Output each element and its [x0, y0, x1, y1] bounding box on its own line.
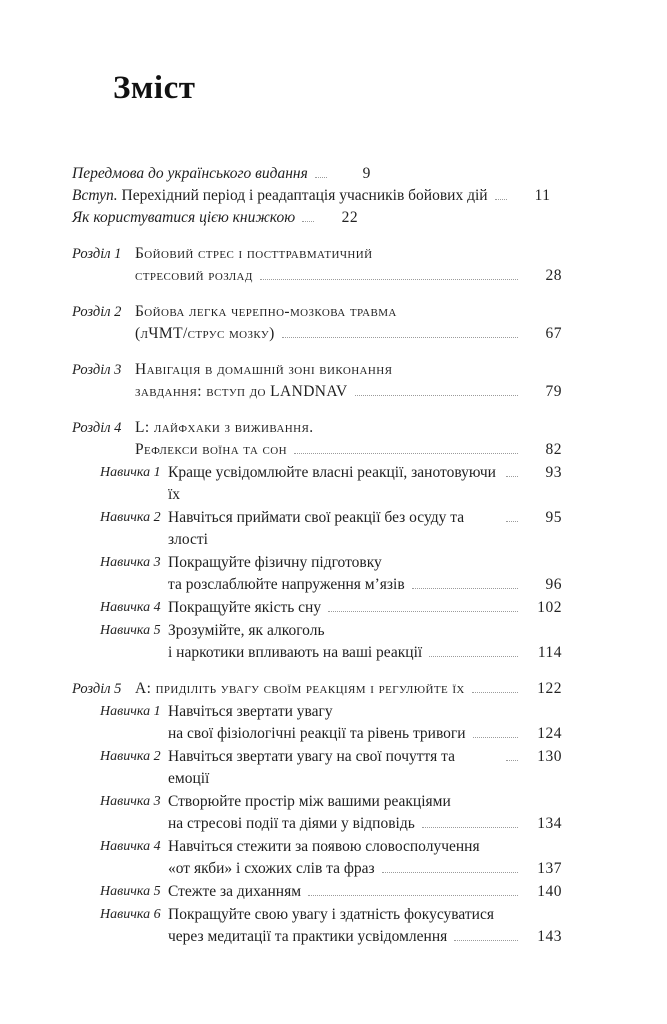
- page-number: 137: [537, 860, 562, 877]
- toc-line: [168, 701, 562, 723]
- page-number: 130: [537, 748, 562, 765]
- toc-entry-chapter: [72, 301, 562, 345]
- entry-label: Розділ 4: [72, 420, 122, 436]
- entry-text: Навчіться звертати увагу: [168, 703, 333, 720]
- page-number: 22: [341, 209, 359, 226]
- toc-line: [135, 439, 562, 461]
- dots-leader: [506, 476, 518, 477]
- dots-leader: [506, 760, 518, 761]
- dots-leader: [282, 337, 518, 338]
- toc-entry-skill: [72, 552, 562, 596]
- page-number: 67: [545, 325, 562, 342]
- page-number: 134: [537, 815, 562, 832]
- page-number: 11: [534, 187, 551, 204]
- dots-leader: [472, 692, 518, 693]
- entry-body: [168, 836, 562, 880]
- dots-leader: [355, 395, 518, 396]
- entry-body: [168, 904, 562, 948]
- entry-label: Навичка 1: [100, 465, 161, 480]
- toc-entry-skill: [72, 620, 562, 664]
- toc-entry-skill: [72, 746, 562, 790]
- entry-body: [168, 620, 562, 664]
- entry-text: завдання: вступ до LANDNAV: [135, 383, 348, 400]
- entry-body: [168, 462, 562, 506]
- toc-entry-chapter: [72, 417, 562, 461]
- entry-text: стресовий розлад: [135, 267, 253, 284]
- entry-title-roman: Перехідний період і реадаптація учасників бойових дій: [121, 187, 488, 204]
- toc-line: [168, 836, 562, 858]
- toc-line: [72, 207, 358, 229]
- dots-leader: [454, 940, 518, 941]
- entry-body: [135, 678, 562, 700]
- entry-label: Розділ 3: [72, 362, 122, 378]
- entry-text: А: приділіть увагу своїм реакціям і регулюйте їх: [135, 680, 465, 697]
- entry-text: [72, 185, 488, 207]
- toc-line: [168, 597, 562, 619]
- entry-body: [168, 597, 562, 619]
- entry-label: Навичка 4: [100, 600, 161, 615]
- page-number: 79: [545, 383, 562, 400]
- entry-text: [72, 163, 308, 185]
- toc-entry-skill: [72, 881, 562, 903]
- toc-entry-front: [72, 185, 562, 207]
- entry-label: Розділ 1: [72, 246, 122, 262]
- toc-entry-chapter: [72, 243, 562, 287]
- page-number: 114: [537, 644, 562, 661]
- toc-line: [72, 163, 371, 185]
- entry-text: через медитації та практики усвідомлення: [168, 928, 448, 945]
- entry-title-italic: Як користуватися цією книжкою: [72, 209, 296, 226]
- entry-text: Покращуйте якість сну: [168, 599, 322, 616]
- entry-label: Навичка 3: [100, 555, 161, 570]
- dots-leader: [308, 895, 518, 896]
- table-of-contents: [72, 163, 562, 948]
- page-number: 9: [362, 165, 371, 182]
- entry-body: [135, 417, 562, 461]
- toc-line: [168, 926, 562, 948]
- toc-line: [135, 243, 562, 265]
- dots-leader: [412, 588, 518, 589]
- entry-body: [135, 301, 562, 345]
- toc-entry-skill: [72, 904, 562, 948]
- toc-line: [135, 359, 562, 381]
- toc-line: [168, 723, 562, 745]
- entry-body: [168, 701, 562, 745]
- entry-label: Розділ 5: [72, 681, 122, 697]
- entry-title-italic: Передмова до українського видання: [72, 165, 308, 182]
- entry-body: [168, 552, 562, 596]
- entry-body: [135, 359, 562, 403]
- entry-title-italic: Вступ.: [72, 187, 118, 204]
- toc-line: [168, 552, 562, 574]
- toc-entry-skill: [72, 791, 562, 835]
- entry-body: [168, 507, 562, 551]
- page-number: 95: [545, 509, 562, 526]
- entry-text: на стресові події та діями у відповідь: [168, 815, 415, 832]
- entry-body: [135, 243, 562, 287]
- page-number: 102: [537, 599, 562, 616]
- entry-text: Створюйте простір між вашими реакціями: [168, 793, 451, 810]
- page-number: 143: [537, 928, 562, 945]
- entry-text: (лЧМТ/струс мозку): [135, 325, 275, 342]
- dots-leader: [294, 453, 518, 454]
- toc-line: [135, 323, 562, 345]
- toc-line: [135, 381, 562, 403]
- page-title: Зміст: [113, 70, 196, 106]
- toc-line: [168, 746, 562, 790]
- entry-label: Навичка 3: [100, 794, 161, 809]
- entry-text: Навігація в домашній зоні виконання: [135, 361, 393, 378]
- entry-text: Бойова легка черепно-мозкова травма: [135, 303, 397, 320]
- toc-line: [168, 462, 562, 506]
- entry-text: та розслаблюйте напруження м’язів: [168, 576, 405, 593]
- dots-leader: [260, 279, 518, 280]
- toc-entry-skill: [72, 507, 562, 551]
- toc-line: [168, 642, 562, 664]
- toc-entry-skill: [72, 836, 562, 880]
- entry-label: Навичка 6: [100, 907, 161, 922]
- entry-body: [168, 881, 562, 903]
- entry-text: і наркотики впливають на ваші реакції: [168, 644, 423, 661]
- entry-text: Покращуйте свою увагу і здатність фокусуватися: [168, 906, 494, 923]
- entry-text: Краще усвідомлюйте власні реакції, занотовуючи їх: [168, 464, 496, 503]
- entry-text: Бойовий стрес і посттравматичний: [135, 245, 373, 262]
- toc-entry-skill: [72, 597, 562, 619]
- page-number: 82: [545, 441, 562, 458]
- page-number: 122: [537, 680, 562, 697]
- dots-leader: [382, 872, 518, 873]
- toc-line: [168, 813, 562, 835]
- page-number: 28: [545, 267, 562, 284]
- toc-line: [168, 620, 562, 642]
- toc-line: [135, 417, 562, 439]
- toc-line: [168, 574, 562, 596]
- page-number: 124: [537, 725, 562, 742]
- toc-line: [135, 301, 562, 323]
- dots-leader: [315, 177, 327, 178]
- entry-text: L: лайфхаки з виживання.: [135, 419, 314, 436]
- toc-entry-front: [72, 207, 562, 229]
- toc-line: [168, 507, 562, 551]
- toc-entry-front: [72, 163, 562, 185]
- dots-leader: [302, 221, 314, 222]
- entry-text: [72, 207, 295, 229]
- dots-leader: [506, 521, 518, 522]
- entry-label: Розділ 2: [72, 304, 122, 320]
- entry-label: Навичка 5: [100, 623, 161, 638]
- toc-line: [135, 678, 562, 700]
- toc-line: [168, 881, 562, 903]
- page-number: 140: [537, 883, 562, 900]
- toc-line: [168, 904, 562, 926]
- page-number: 96: [545, 576, 562, 593]
- toc-line: [135, 265, 562, 287]
- entry-text: Навчіться приймати свої реакції без осуду та злості: [168, 509, 465, 548]
- entry-label: Навичка 2: [100, 510, 161, 525]
- dots-leader: [495, 199, 507, 200]
- entry-label: Навичка 4: [100, 839, 161, 854]
- entry-text: Навчіться стежити за появою словосполучення: [168, 838, 480, 855]
- toc-entry-skill: [72, 462, 562, 506]
- toc-line: [168, 791, 562, 813]
- entry-text: «от якби» і схожих слів та фраз: [168, 860, 375, 877]
- toc-entry-chapter: [72, 678, 562, 700]
- entry-text: на свої фізіологічні реакції та рівень тривоги: [168, 725, 466, 742]
- entry-label: Навичка 1: [100, 704, 161, 719]
- toc-entry-skill: [72, 701, 562, 745]
- toc-entry-chapter: [72, 359, 562, 403]
- toc-line: [168, 858, 562, 880]
- dots-leader: [422, 827, 518, 828]
- entry-text: Зрозумійте, як алкоголь: [168, 622, 325, 639]
- dots-leader: [473, 737, 518, 738]
- entry-label: Навичка 2: [100, 749, 161, 764]
- dots-leader: [328, 611, 518, 612]
- entry-text: Покращуйте фізичну підготовку: [168, 554, 382, 571]
- entry-label: Навичка 5: [100, 884, 161, 899]
- entry-body: [168, 791, 562, 835]
- page-number: 93: [545, 464, 562, 481]
- entry-body: [168, 746, 562, 790]
- toc-line: [72, 185, 551, 207]
- dots-leader: [429, 656, 518, 657]
- entry-text: Навчіться звертати увагу на свої почуття та емоції: [168, 748, 455, 787]
- entry-text: Стежте за диханням: [168, 883, 302, 900]
- entry-text: Рефлекси воїна та сон: [135, 441, 287, 458]
